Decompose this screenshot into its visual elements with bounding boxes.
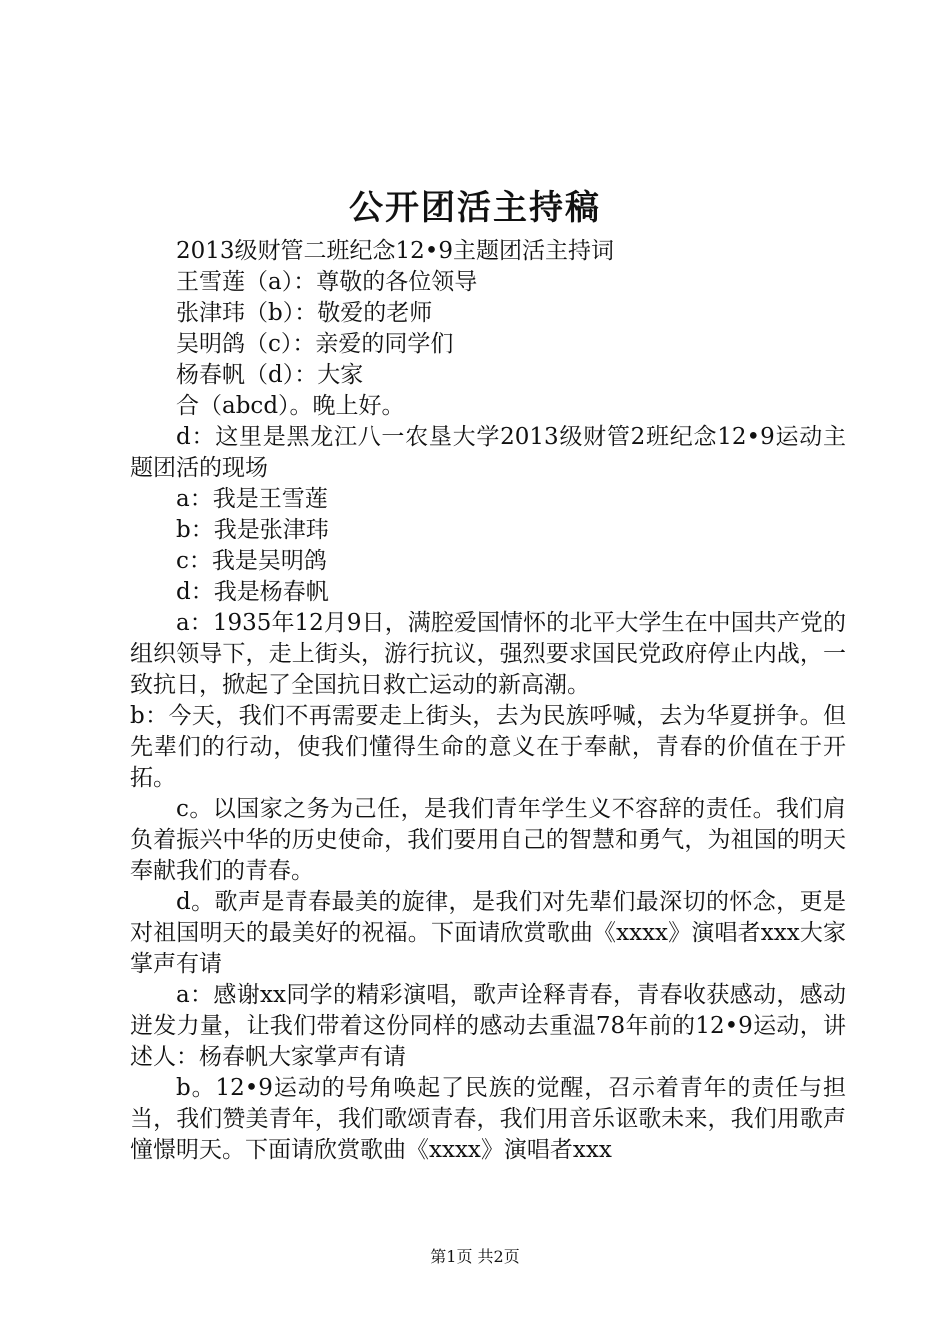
document-title: 公开团活主持稿: [349, 188, 601, 228]
paragraph: c。以国家之务为己任，是我们青年学生义不容辞的责任。我们肩负着振兴中华的历史使命，我们要用自己的智慧和勇气，为祖国的明天奉献我们的青春。: [130, 796, 846, 884]
paragraph: 2013级财管二班纪念12•9主题团活主持词: [176, 238, 614, 264]
paragraph: a：我是王雪莲: [176, 486, 328, 512]
paragraph: 张津玮（b）：敬爱的老师: [176, 300, 433, 326]
paragraph: d。歌声是青春最美的旋律，是我们对先辈们最深切的怀念，更是对祖国明天的最美好的祝福。下面请欣赏歌曲《xxxx》演唱者xxx大家掌声有请: [130, 889, 846, 977]
paragraph: 合（abcd）。晚上好。: [176, 393, 405, 419]
document-body: [130, 236, 846, 1166]
paragraph: b：今天，我们不再需要走上街头，去为民族呼喊，去为华夏拼争。但先辈们的行动，使我们懂得生命的意义在于奉献，青春的价值在于开拓。: [130, 703, 846, 791]
paragraph: a：1935年12月9日，满腔爱国情怀的北平大学生在中国共产党的组织领导下，走上街头，游行抗议，强烈要求国民党政府停止内战，一致抗日，掀起了全国抗日救亡运动的新高潮。: [130, 610, 846, 698]
paragraph: c：我是吴明鸽: [176, 548, 327, 574]
paragraph: b：我是张津玮: [176, 517, 329, 543]
paragraph: 吴明鸽（c）：亲爱的同学们: [176, 331, 454, 357]
paragraph: d：我是杨春帆: [176, 579, 329, 605]
paragraph: b。12•9运动的号角唤起了民族的觉醒，召示着青年的责任与担当，我们赞美青年，我们歌颂青春，我们用音乐讴歌未来，我们用歌声憧憬明天。下面请欣赏歌曲《xxxx》演唱者xxx: [130, 1075, 846, 1163]
page-footer: 第1页 共2页: [430, 1247, 520, 1266]
paragraph: 杨春帆（d）：大家: [176, 362, 364, 388]
paragraph: a：感谢xx同学的精彩演唱，歌声诠释青春，青春收获感动，感动迸发力量，让我们带着这份同样的感动去重温78年前的12•9运动，讲述人：杨春帆大家掌声有请: [130, 982, 846, 1070]
paragraph: 王雪莲（a）：尊敬的各位领导: [176, 269, 478, 295]
paragraph: d：这里是黑龙江八一农垦大学2013级财管2班纪念12•9运动主题团活的现场: [130, 424, 846, 481]
